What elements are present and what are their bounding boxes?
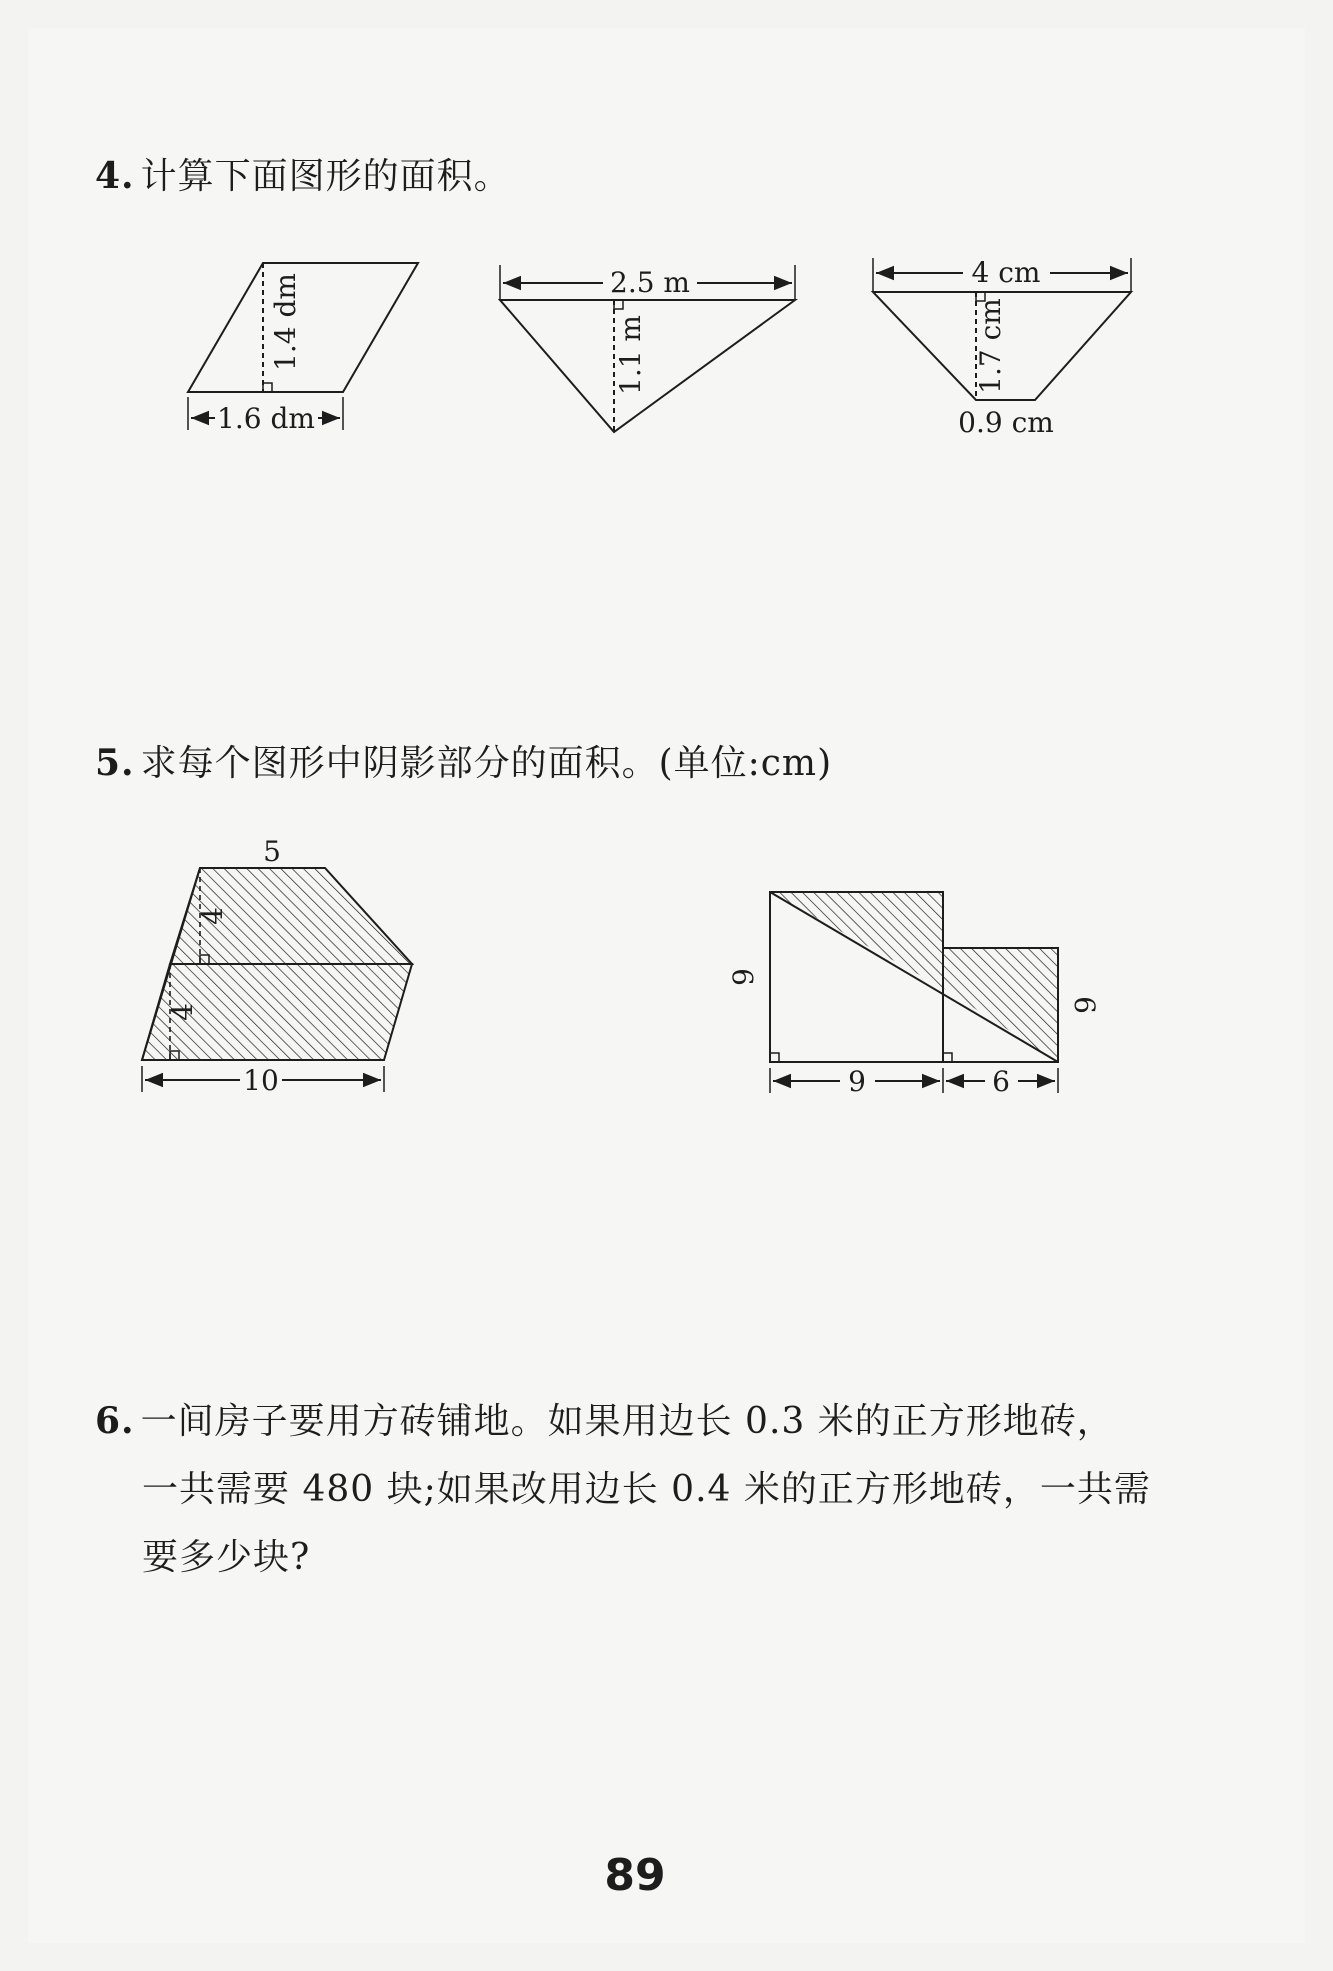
question-6-number: 6.	[95, 1400, 135, 1442]
fig2-base-left-label: 9	[848, 1065, 866, 1098]
trapezoid-top-label: 4 cm	[971, 256, 1041, 289]
trapezoid-height-label: 1.7 cm	[974, 298, 1007, 394]
page-number: 89	[604, 1850, 666, 1901]
right-angle-mark	[943, 1053, 952, 1062]
fig1-base-label: 10	[243, 1064, 279, 1097]
parallelogram-base-label: 1.6 dm	[217, 402, 315, 435]
fig2-left-height-label: 9	[727, 968, 760, 986]
fig2-right-height-label: 6	[1068, 996, 1101, 1014]
q5-composite-figure-1	[142, 868, 412, 1092]
right-angle-mark	[770, 1053, 779, 1062]
trapezoid-bottom-label: 0.9 cm	[958, 406, 1054, 439]
question-4-text: 计算下面图形的面积。	[140, 156, 511, 197]
question-6-text-1: 一间房子要用方砖铺地。如果用边长 0.3 米的正方形地砖，	[140, 1401, 1114, 1442]
fig1-top-label: 5	[263, 835, 281, 868]
question-6-line-3: 要多少块?	[142, 1537, 311, 1578]
fig1-upper-height-label: 4	[196, 907, 229, 925]
parallelogram-height-label: 1.4 dm	[269, 273, 302, 371]
triangle-base-label: 2.5 m	[610, 266, 690, 299]
fig1-lower-height-label: 4	[166, 1003, 199, 1021]
question-5-text: 求每个图形中阴影部分的面积。(单位:cm)	[140, 743, 833, 784]
question-4-number: 4.	[95, 155, 135, 197]
q5-composite-figure-2	[770, 892, 1058, 1093]
triangle-height-label: 1.1 m	[614, 315, 647, 395]
question-5-number: 5.	[95, 742, 135, 784]
fig2-base-right-label: 6	[992, 1065, 1010, 1098]
question-6-line-2: 一共需要 480 块;如果改用边长 0.4 米的正方形地砖，一共需	[142, 1469, 1151, 1510]
right-angle-mark	[263, 383, 272, 392]
triangle-shape	[500, 300, 795, 432]
right-angle-mark	[614, 300, 623, 309]
parallelogram-shape	[188, 263, 418, 392]
